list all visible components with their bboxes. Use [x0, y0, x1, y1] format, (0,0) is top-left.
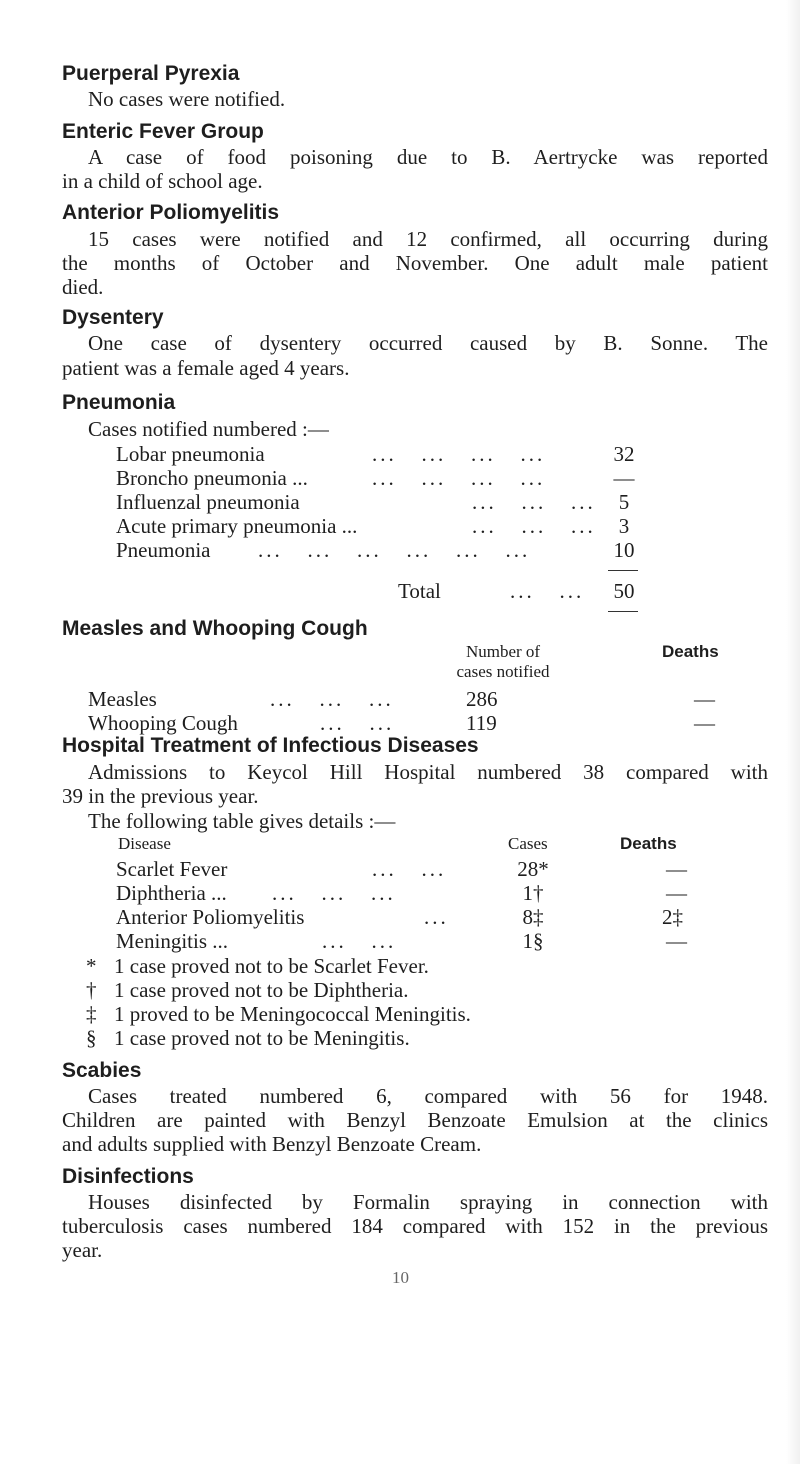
- footnote-mark: †: [86, 978, 97, 1002]
- dysentery-text-line2: patient was a female aged 4 years.: [62, 356, 350, 380]
- measles-row-label: Whooping Cough: [88, 711, 238, 735]
- hospital-row-disease: Diphtheria ...: [116, 881, 227, 905]
- leader-dots: ... ... ... ...: [372, 466, 546, 490]
- hospital-row-deaths: —: [666, 881, 687, 905]
- leader-dots: ... ...: [320, 711, 395, 735]
- measles-row-deaths: —: [694, 687, 715, 711]
- disinfections-heading: Disinfections: [62, 1165, 194, 1188]
- polio-text-line3: died.: [62, 275, 104, 299]
- puerperal-heading: Puerperal Pyrexia: [62, 62, 240, 85]
- pneumonia-intro: Cases notified numbered :—: [88, 417, 329, 441]
- pneumonia-heading: Pneumonia: [62, 391, 176, 414]
- pneumonia-row-value: —: [613, 466, 635, 490]
- leader-dots: ... ... ...: [272, 881, 396, 905]
- hospital-row-cases: 1§: [522, 929, 544, 953]
- footnote-mark: §: [86, 1026, 97, 1050]
- hospital-row-disease: Scarlet Fever: [116, 857, 228, 881]
- dysentery-heading: Dysentery: [62, 306, 164, 329]
- pneumonia-total-label: Total: [398, 579, 441, 603]
- measles-col-deaths: Deaths: [662, 642, 719, 661]
- footnote-text: 1 case proved not to be Meningitis.: [114, 1026, 410, 1050]
- hospital-text-line2: 39 in the previous year.: [62, 784, 259, 808]
- footnote-mark: *: [86, 954, 97, 978]
- measles-col-cases-line2: cases notified: [456, 662, 550, 681]
- polio-text-line2: the months of October and November. One adult male patient: [62, 251, 768, 275]
- pneumonia-row-label: Broncho pneumonia ...: [116, 466, 308, 490]
- hospital-text-line1: Admissions to Keycol Hill Hospital numbered 38 compared with: [88, 760, 768, 784]
- pneumonia-row-value: 5: [618, 490, 630, 514]
- measles-row-cases: 119: [466, 711, 497, 735]
- leader-dots: ... ... ...: [270, 687, 394, 711]
- enteric-text-line2: in a child of school age.: [62, 169, 263, 193]
- puerperal-text: No cases were notified.: [88, 87, 286, 111]
- leader-dots: ... ...: [510, 579, 585, 603]
- hospital-row-deaths: 2‡: [662, 905, 683, 929]
- pneumonia-row-value: 10: [613, 538, 635, 562]
- measles-row-deaths: —: [694, 711, 715, 735]
- total-rule: [608, 611, 638, 612]
- polio-text-line1: 15 cases were notified and 12 confirmed, all occurring during: [88, 227, 768, 251]
- hospital-row-cases: 28*: [517, 857, 549, 881]
- footnote-mark: ‡: [86, 1002, 97, 1026]
- enteric-text-line1: A case of food poisoning due to B. Aertrycke was reported: [88, 145, 768, 169]
- leader-dots: ... ... ...: [472, 514, 596, 538]
- leader-dots: ... ...: [322, 929, 397, 953]
- leader-dots: ... ... ... ...: [372, 442, 546, 466]
- measles-row-label: Measles: [88, 687, 157, 711]
- hospital-row-cases: 1†: [522, 881, 544, 905]
- polio-heading: Anterior Poliomyelitis: [62, 201, 280, 224]
- pneumonia-row-label: Pneumonia: [116, 538, 211, 562]
- footnote-text: 1 case proved not to be Diphtheria.: [114, 978, 409, 1002]
- measles-heading: Measles and Whooping Cough: [62, 617, 368, 640]
- scabies-text-line3: and adults supplied with Benzyl Benzoate Cream.: [62, 1132, 482, 1156]
- pneumonia-total-value: 50: [613, 579, 635, 603]
- enteric-heading: Enteric Fever Group: [62, 120, 264, 143]
- hospital-row-disease: Anterior Poliomyelitis: [116, 905, 305, 929]
- disinfections-text-line2: tuberculosis cases numbered 184 compared with 152 in the previous: [62, 1214, 768, 1238]
- page-number: 10: [392, 1268, 409, 1287]
- dysentery-text-line1: One case of dysentery occurred caused by B. Sonne. The: [88, 331, 768, 355]
- disinfections-text-line1: Houses disinfected by Formalin spraying in connection with: [88, 1190, 768, 1214]
- hospital-row-cases: 8‡: [522, 905, 544, 929]
- hospital-row-deaths: —: [666, 929, 687, 953]
- hospital-col-disease: Disease: [118, 834, 171, 853]
- hospital-col-deaths: Deaths: [620, 834, 677, 853]
- pneumonia-row-value: 32: [613, 442, 635, 466]
- hospital-row-deaths: —: [666, 857, 687, 881]
- pneumonia-row-label: Acute primary pneumonia ...: [116, 514, 358, 538]
- pneumonia-row-value: 3: [618, 514, 630, 538]
- leader-dots: ... ...: [372, 857, 447, 881]
- pneumonia-row-label: Influenzal pneumonia: [116, 490, 300, 514]
- measles-col-cases-line1: Number of: [465, 642, 541, 661]
- measles-row-cases: 286: [466, 687, 498, 711]
- hospital-text-line3: The following table gives details :—: [88, 809, 396, 833]
- footnote-text: 1 proved to be Meningococcal Meningitis.: [114, 1002, 471, 1026]
- hospital-col-cases: Cases: [508, 834, 548, 853]
- scabies-text-line1: Cases treated numbered 6, compared with 56 for 1948.: [88, 1084, 768, 1108]
- scabies-text-line2: Children are painted with Benzyl Benzoate Emulsion at the clinics: [62, 1108, 768, 1132]
- footnote-text: 1 case proved not to be Scarlet Fever.: [114, 954, 429, 978]
- sum-rule: [608, 570, 638, 571]
- pneumonia-row-label: Lobar pneumonia: [116, 442, 265, 466]
- scabies-heading: Scabies: [62, 1059, 142, 1082]
- leader-dots: ...: [424, 905, 449, 929]
- leader-dots: ... ... ...: [472, 490, 596, 514]
- hospital-heading: Hospital Treatment of Infectious Diseases: [62, 734, 479, 757]
- page-edge-shadow: [786, 0, 800, 1464]
- disinfections-text-line3: year.: [62, 1238, 103, 1262]
- leader-dots: ... ... ... ... ... ...: [258, 538, 531, 562]
- hospital-row-disease: Meningitis ...: [116, 929, 229, 953]
